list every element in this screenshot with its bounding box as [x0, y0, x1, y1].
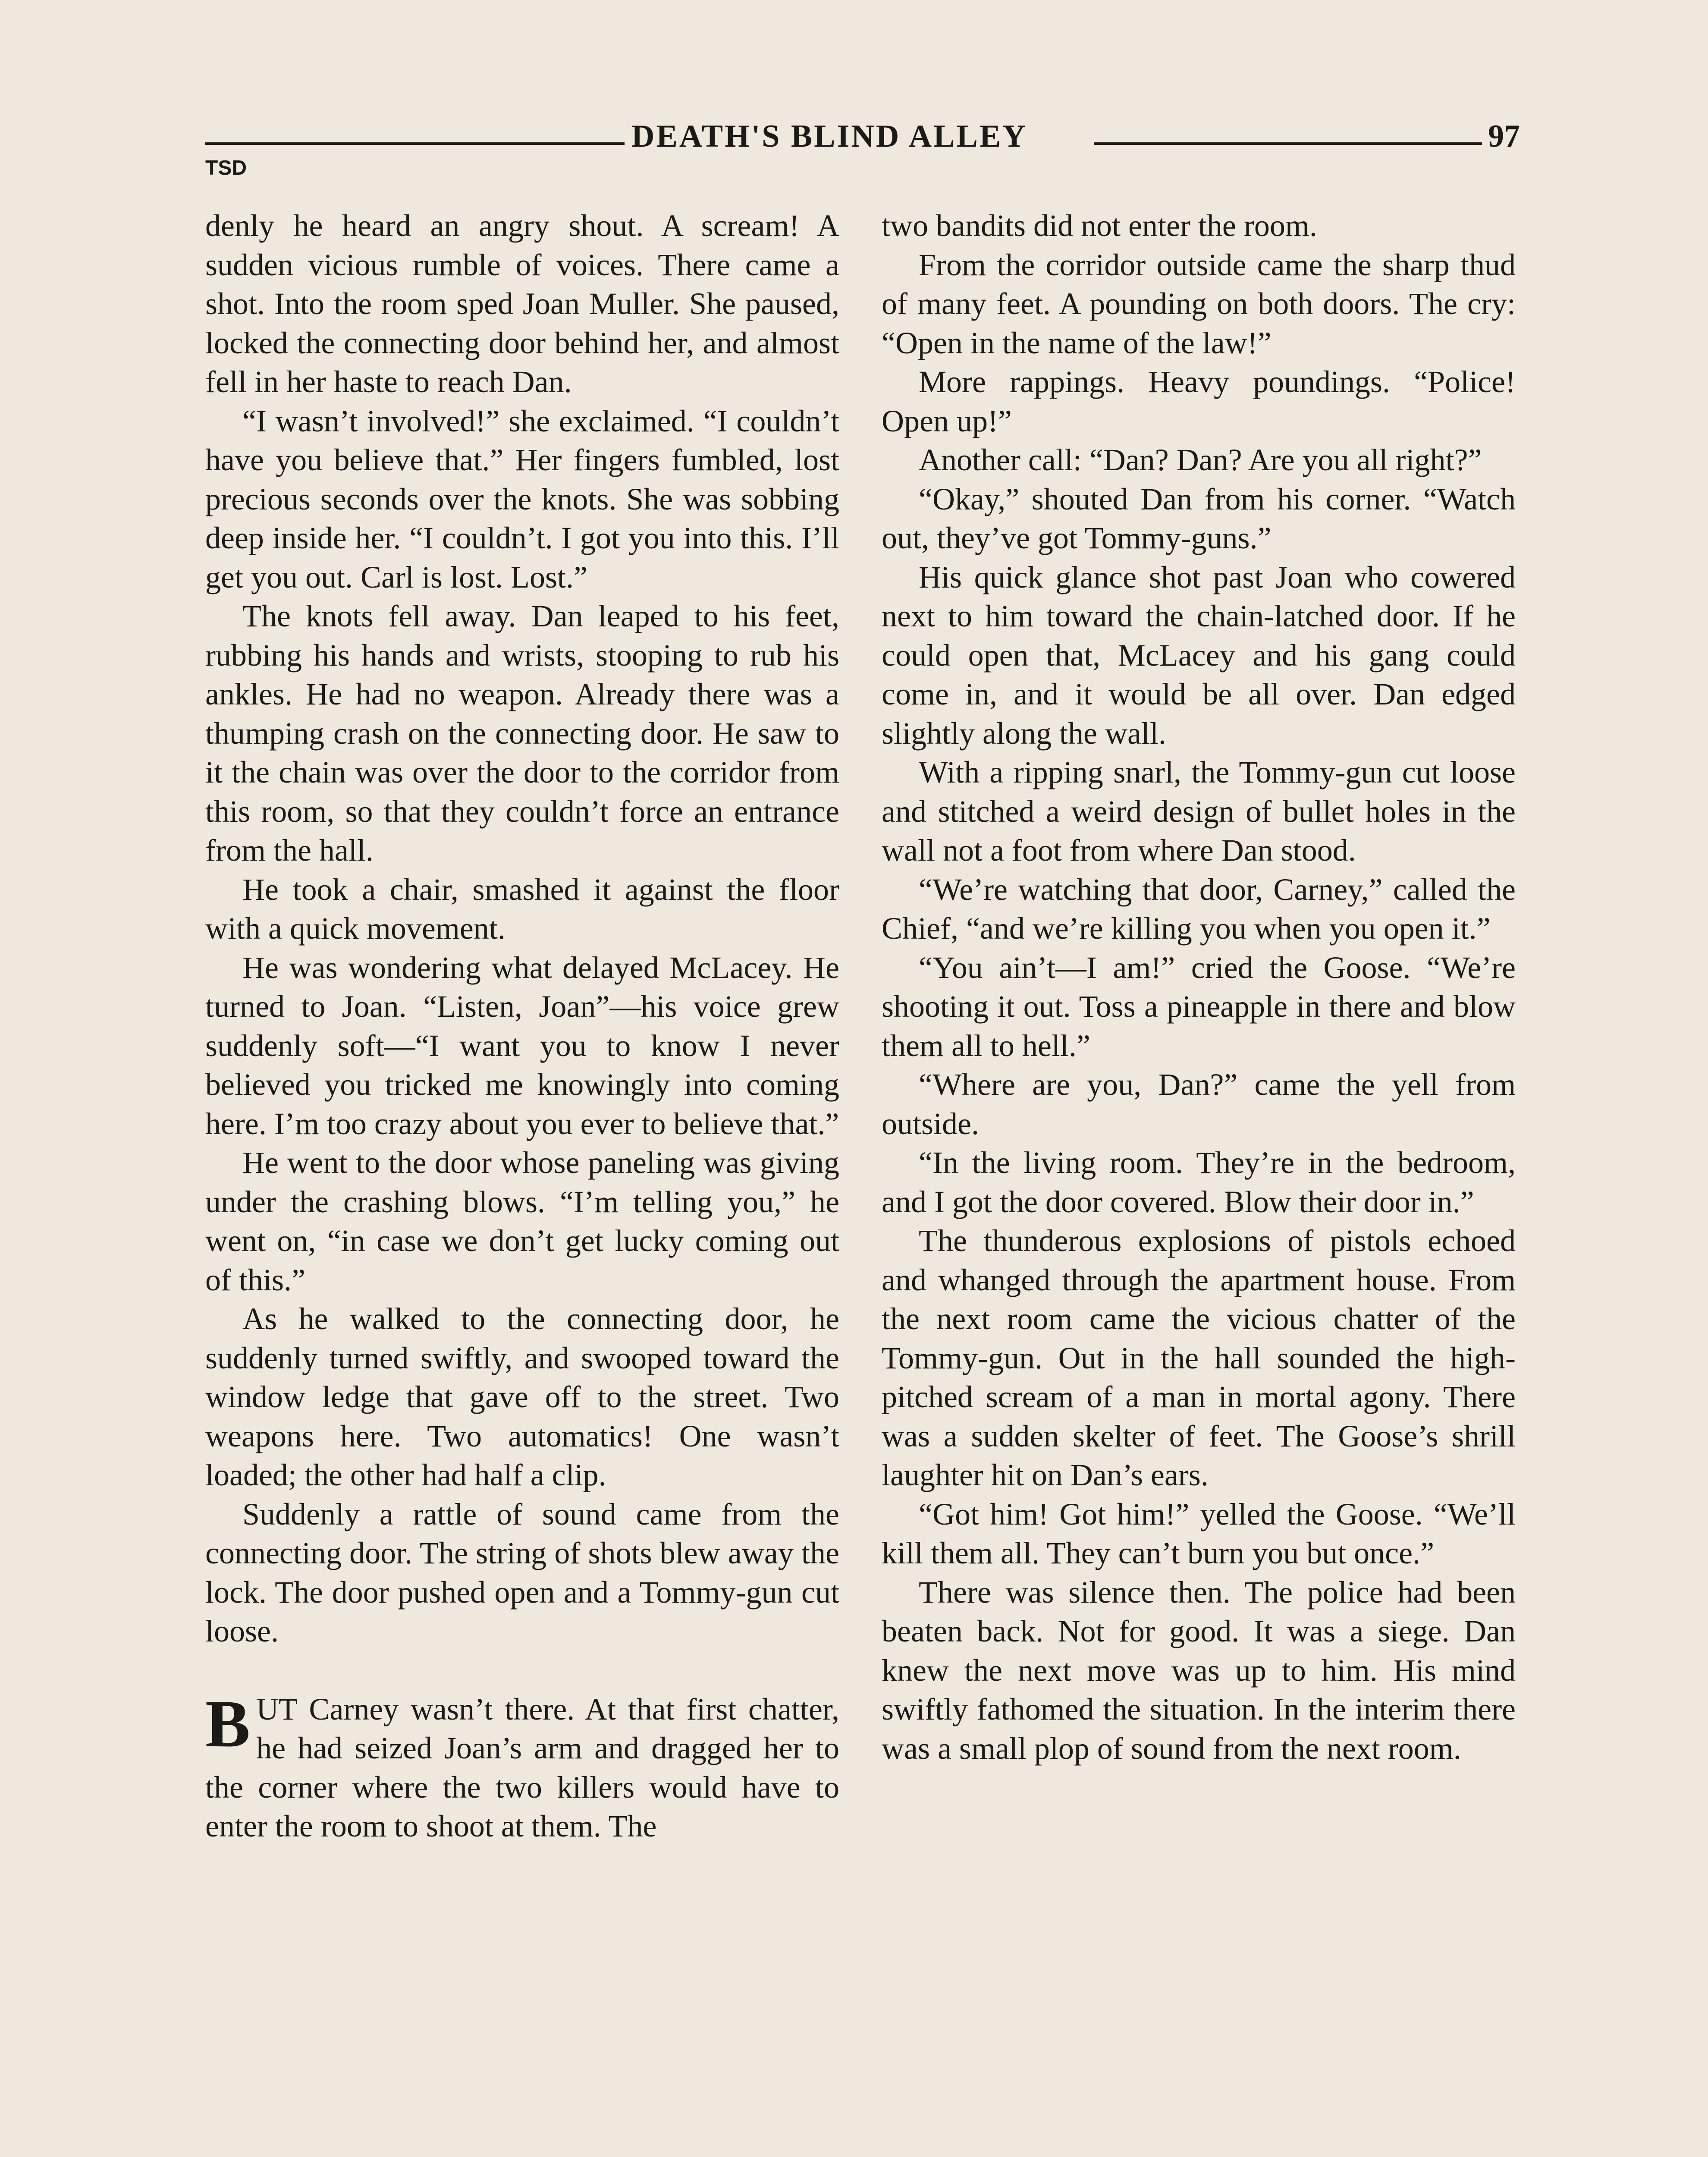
paragraph: “Okay,” shouted Dan from his corner. “Watch out, they’ve got Tommy-guns.”	[882, 481, 1516, 555]
paragraph: Suddenly a rattle of sound came from the connecting door. The string of shots blew away the lock. The door pushed open and a Tommy-gun cut loose.	[205, 1497, 839, 1648]
paragraph: “I wasn’t involved!” she exclaimed. “I couldn’t have you believe that.” Her fingers fumbled, lost precious seconds over the knots. She was sobbing deep inside her. “I couldn’t. I got you into this. I’ll get you out. Carl is lost. Lost.”	[205, 403, 839, 594]
paragraph: “Got him! Got him!” yelled the Goose. “We’ll kill them all. They can’t burn you but once.”	[882, 1497, 1516, 1570]
header-rule-left	[205, 142, 625, 145]
paragraph: As he walked to the connecting door, he suddenly turned swiftly, and swooped toward the window ledge that gave off to the street. Two weapons here. Two automatics! One wasn’t loaded; the other had half a clip.	[205, 1302, 839, 1492]
paragraph: The knots fell away. Dan leaped to his feet, rubbing his hands and wrists, stooping to rub his ankles. He had no weapon. Already there was a thumping crash on the connecting door. He saw to it the chain was over the door to the corridor from this room, so that they couldn’t force an entrance from the hall.	[205, 599, 839, 868]
paragraph: Another call: “Dan? Dan? Are you all right?”	[919, 443, 1482, 477]
running-header	[205, 118, 1520, 157]
drop-cap: B	[205, 1686, 251, 1761]
paragraph: He took a chair, smashed it against the floor with a quick movement.	[205, 872, 839, 946]
story-title: DEATH'S BLIND ALLEY	[631, 119, 1027, 154]
paragraph: More rappings. Heavy poundings. “Police! Open up!”	[882, 365, 1516, 438]
publisher-code: TSD	[205, 157, 247, 179]
paragraph: From the corridor outside came the sharp thud of many feet. A pounding on both doors. The cry: “Open in the name of the law!”	[882, 247, 1516, 360]
dropcap-paragraph-text: UT Carney wasn’t there. At that first chatter, he had seized Joan’s arm and dragged her to the corner where the two killers would have to enter the room to shoot at them. The	[205, 1692, 839, 1843]
header-rule-right	[1094, 142, 1482, 145]
left-column	[205, 206, 839, 1846]
paragraph: two bandits did not enter the room.	[882, 208, 1317, 243]
right-column	[882, 206, 1516, 1768]
paragraph: The thunderous explosions of pistols echoed and whanged through the apartment house. From the next room came the vicious chatter of the Tommy-gun. Out in the hall sounded the high-pitched scream of a man in mortal agony. There was a sudden skelter of feet. The Goose’s shrill laughter hit on Dan’s ears.	[882, 1223, 1516, 1492]
page-number: 97	[1488, 119, 1520, 154]
paragraph: “We’re watching that door, Carney,” called the Chief, “and we’re killing you when you open it.”	[882, 872, 1516, 946]
paragraph: He was wondering what delayed McLacey. He turned to Joan. “Listen, Joan”—his voice grew suddenly soft—“I want you to know I never believed you tricked me knowingly into coming here. I’m too crazy about you ever to believe that.”	[205, 950, 839, 1141]
dropcap-paragraph	[205, 1686, 839, 1846]
paragraph: He went to the door whose paneling was giving under the crashing blows. “I’m telling you,” he went on, “in case we don’t get lucky coming out of this.”	[205, 1145, 839, 1297]
paragraph: With a ripping snarl, the Tommy-gun cut loose and stitched a weird design of bullet holes in the wall not a foot from where Dan stood.	[882, 755, 1516, 868]
paragraph: “In the living room. They’re in the bedroom, and I got the door covered. Blow their door in.”	[882, 1145, 1516, 1219]
paragraph: There was silence then. The police had been beaten back. Not for good. It was a siege. Dan knew the next move was up to him. His mind swiftly fathomed the situation. In the interim there was a small plop of sound from the next room.	[882, 1575, 1516, 1766]
paragraph: “You ain’t—I am!” cried the Goose. “We’re shooting it out. Toss a pineapple in there and blow them all to hell.”	[882, 950, 1516, 1063]
paragraph: “Where are you, Dan?” came the yell from outside.	[882, 1067, 1516, 1141]
paragraph: His quick glance shot past Joan who cowered next to him toward the chain-latched door. If he could open that, McLacey and his gang could come in, and it would be all over. Dan edged slightly along the wall.	[882, 560, 1516, 751]
paragraph: denly he heard an angry shout. A scream! A sudden vicious rumble of voices. There came a shot. Into the room sped Joan Muller. She paused, locked the connecting door behind her, and almost fell in her haste to reach Dan.	[205, 208, 839, 399]
